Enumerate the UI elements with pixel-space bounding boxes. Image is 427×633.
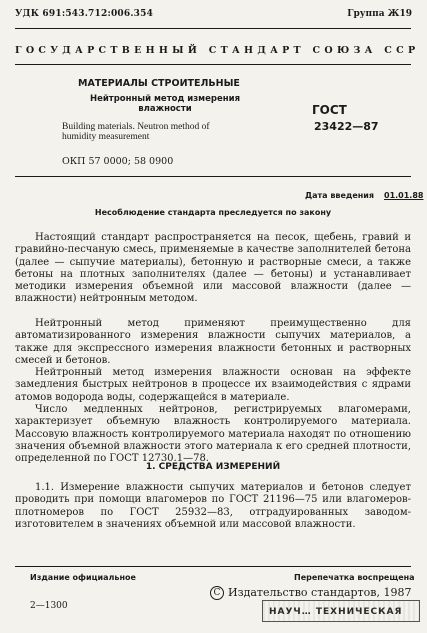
paragraph-scope: Настоящий стандарт распространяется на песок, щебень, гравий и гравийно-песчаную смесь, применяемые в качестве заполнителей бетона (далее — сыпучие материалы), бетонную и растворные смеси, а также бетоны на плотных заполнителях (далее — бетоны) и устанавливает методики измерения объемной или массовой влажности (далее — влажности) нейтронным методом. [15, 232, 411, 305]
udk-code: УДК 691:543.712:006.354 [15, 9, 154, 19]
print-code: 2—1300 [30, 601, 68, 611]
library-stamp: НАУЧ… ТЕХНИЧЕСКАЯ [262, 600, 420, 622]
gost-label: ГОСТ [312, 103, 347, 117]
violation-notice: Несоблюдение стандарта преследуется по закону [94, 208, 332, 217]
state-standard-heading: ГОСУДАРСТВЕННЫЙ СТАНДАРТ СОЮЗА ССР [15, 45, 420, 56]
okp-rule [15, 176, 411, 177]
paragraph-slow-neutrons: Число медленных нейтронов, регистрируемых влагомерами, характеризует объемную влажность контролируемого материала. Массовую влажность контролируемого материала находят по отношению значения объемной влажности этого материала к его средней плотности, определенной по ГОСТ 12730.1—78. [15, 404, 411, 465]
reprint-prohibited: Перепечатка воспрещена [294, 573, 415, 582]
english-title-line-1: Building materials. Neutron method of [62, 122, 210, 132]
okp-code: ОКП 57 0000; 58 0900 [62, 156, 174, 167]
english-title-line-2: humidity measurement [62, 132, 150, 142]
top-rule [15, 28, 411, 29]
gost-number: 23422—87 [314, 120, 379, 133]
paragraph-principle: Нейтронный метод измерения влажности основан на эффекте замедления быстрых нейтронов в процессе их взаимодействия с ядрами атомов водорода воды, содержащейся в материале. [15, 367, 411, 403]
official-edition: Издание официальное [30, 573, 136, 582]
document-subtitle-line-2: влажности [138, 104, 192, 114]
document-subtitle-line-1: Нейтронный метод измерения [89, 94, 241, 104]
introduction-date-value: 01.01.88 [384, 191, 424, 200]
publisher-line [210, 586, 411, 600]
publisher-name: Издательство стандартов, 1987 [228, 586, 412, 599]
paragraph-application: Нейтронный метод применяют преимущественно для автоматизированного измерения влажности сыпучих материалов, а также для экспрессного измерения влажности бетонных и растворных смесей и бетонов. [15, 318, 411, 366]
footer-rule [15, 566, 411, 567]
heading-rule [15, 64, 411, 65]
section-title: 1. СРЕДСТВА ИЗМЕРЕНИЙ [145, 462, 281, 472]
copyright-icon: C [210, 586, 224, 600]
document-title: МАТЕРИАЛЫ СТРОИТЕЛЬНЫЕ [78, 78, 240, 89]
group-code: Группа Ж19 [347, 9, 412, 19]
paragraph-1-1: 1.1. Измерение влажности сыпучих материалов и бетонов следует проводить при помощи влагомеров по ГОСТ 21196—75 или влагомеров-плотномеров по ГОСТ 25932—83, отградуированных заводом-изготовителем в значениях объемной или массовой влажности. [15, 482, 411, 530]
introduction-date-label: Дата введения [305, 191, 375, 200]
